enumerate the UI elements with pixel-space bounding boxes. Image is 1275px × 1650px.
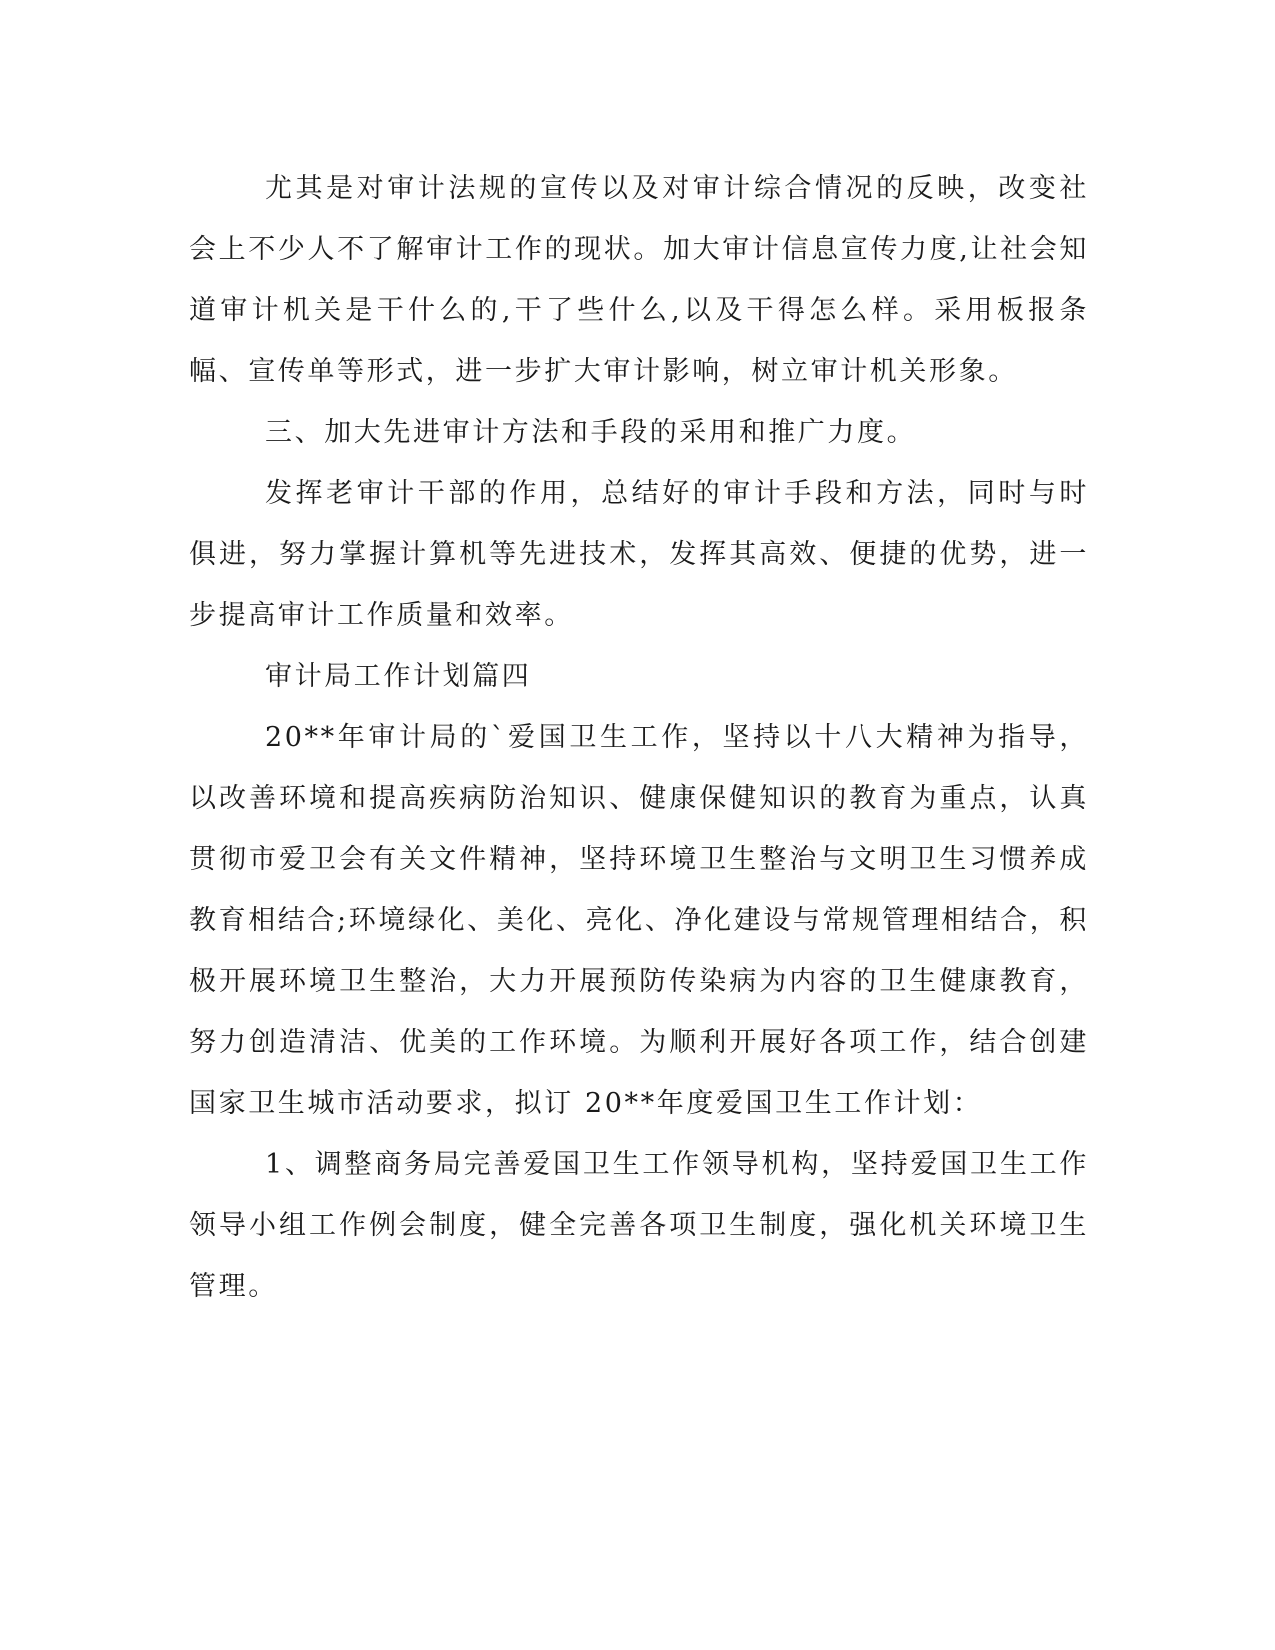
article-title-part-four: 审计局工作计划篇四 (265, 661, 532, 692)
paragraph-audit-methods: 发挥老审计干部的作用，总结好的审计手段和方法，同时与时俱进，努力掌握计算机等先进技术，发挥其高效、便捷的优势，进一步提高审计工作质量和效率。 (189, 478, 1089, 631)
paragraph-health-work-intro: 20**年审计局的`爱国卫生工作，坚持以十八大精神为指导，以改善环境和提高疾病防治知识、健康保健知识的教育为重点，认真贯彻市爱卫会有关文件精神，坚持环境卫生整治与文明卫生习惯养成教育相结合;环境绿化、美化、亮化、净化建设与常规管理相结合，积极开展环境卫生整治，大力开展预防传染病为内容的卫生健康教育，努力创造清洁、优美的工作环境。为顺利开展好各项工作，结合创建国家卫生城市活动要求，拟订 20**年度爱国卫生工作计划： (189, 722, 1089, 1119)
paragraph-item-one: 1、调整商务局完善爱国卫生工作领导机构，坚持爱国卫生工作领导小组工作例会制度，健全完善各项卫生制度，强化机关环境卫生管理。 (189, 1149, 1089, 1302)
document-body (189, 158, 1089, 1317)
section-heading-three: 三、加大先进审计方法和手段的采用和推广力度。 (265, 417, 917, 448)
paragraph-audit-publicity: 尤其是对审计法规的宣传以及对审计综合情况的反映，改变社会上不少人不了解审计工作的现状。加大审计信息宣传力度,让社会知道审计机关是干什么的,干了些什么,以及干得怎么样。采用板报条幅、宣传单等形式，进一步扩大审计影响，树立审计机关形象。 (189, 173, 1089, 387)
